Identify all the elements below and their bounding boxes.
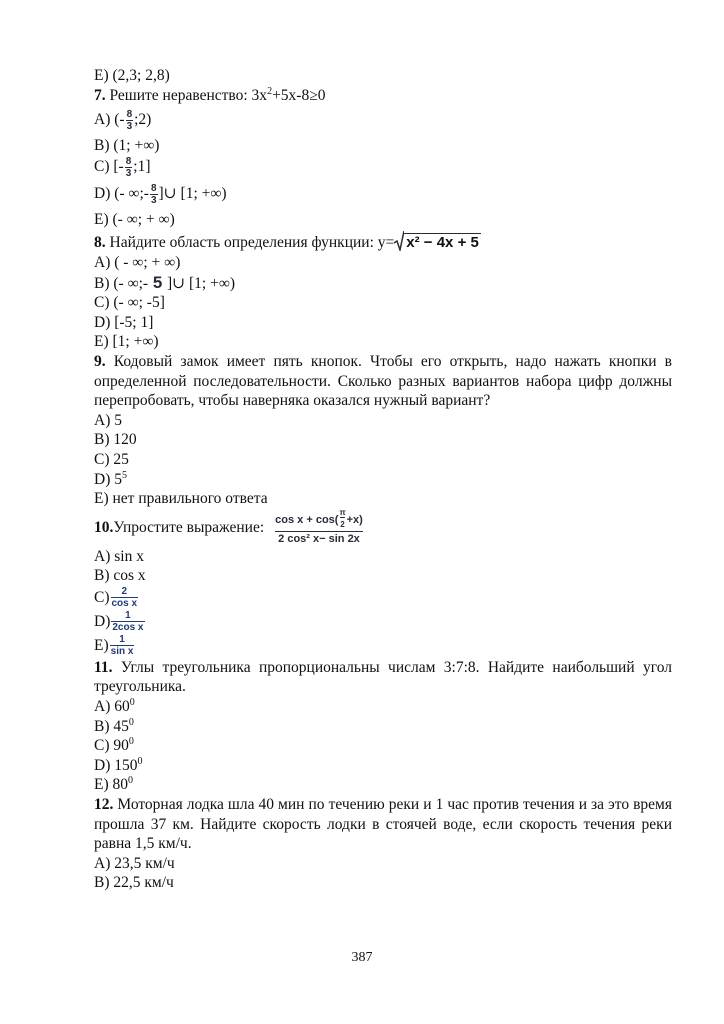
degree-mark: 0: [137, 755, 143, 767]
q10-text: [94, 508, 672, 546]
q8-option-c: C) (- ∞; -5]: [94, 294, 165, 312]
document-page: [94, 66, 672, 893]
q9-option-d-base: D) 5: [94, 470, 122, 488]
q11-text-body: Углы треугольника пропорциональны числам 3:7:8. Найдите наибольший угол треугольника.: [94, 658, 672, 696]
q7-option-a: [94, 109, 672, 132]
degree-mark: 0: [128, 736, 134, 748]
page-number: 387: [351, 950, 373, 965]
q12-number: 12.: [94, 796, 114, 814]
q8-option-b-value: 5: [148, 272, 167, 292]
fraction-denominator: 3: [125, 167, 132, 179]
q7-text-a: Решите неравенство: 3x: [105, 86, 268, 104]
q7-option-a-suffix: ;2): [134, 111, 152, 129]
q11-option-b-value: B) 45: [94, 717, 129, 735]
q10-option-b: B) cos x: [94, 567, 146, 585]
q7-number: 7.: [94, 86, 106, 104]
q7-option-c: [94, 156, 672, 179]
q10-expression-numerator: [272, 509, 366, 531]
radicand: x² − 4x + 5: [406, 234, 479, 252]
q11-option-b: [94, 717, 672, 737]
q9-option-d: [94, 470, 672, 490]
fraction-numerator: 8: [150, 182, 157, 194]
q12-option-b: B) 22,5 км/ч: [94, 874, 174, 892]
q9-option-b: B) 120: [94, 431, 137, 449]
degree-mark: 0: [129, 697, 135, 709]
q10-option-c-prefix: C): [94, 589, 110, 607]
q7-option-d-prefix: D) (- ∞;-: [94, 184, 149, 202]
q6-option-e: E) (2,3; 2,8): [94, 67, 170, 84]
q9-text-body: Кодовый замок имеет пять кнопок. Чтобы его открыть, надо нажать кнопки в определенной последовательности. Сколько разных вариантов набора цифр должны перепробовать, чтобы наверняка оказался нужный вариант?: [94, 352, 672, 410]
q7-option-a-prefix: A) (-: [94, 111, 125, 129]
q12-option-a: A) 23,5 км/ч: [94, 854, 175, 872]
q11-option-c-value: C) 90: [94, 737, 129, 755]
q9-option-e: E) нет правильного ответа: [94, 490, 268, 508]
q8-option-e: E) [1; +∞): [94, 333, 159, 351]
q7-text-b: +5x-8≥0: [272, 86, 326, 104]
q9-option-c: C) 25: [94, 450, 129, 468]
q7-option-e: E) (- ∞; + ∞): [94, 210, 175, 228]
q11-number: 11.: [94, 658, 113, 676]
fraction-denominator: sin x: [110, 646, 134, 658]
fraction-1-2cosx: [111, 610, 144, 633]
q8-option-d: D) [-5; 1]: [94, 313, 154, 331]
q12-text: [94, 795, 672, 854]
q10-option-d-prefix: D): [94, 613, 111, 631]
q9-text: [94, 352, 672, 411]
q10-option-e: [94, 634, 672, 658]
degree-mark: 0: [128, 716, 134, 728]
q7-exponent: 2: [267, 85, 273, 97]
q7-option-b: B) (1; +∞): [94, 137, 160, 155]
q10-option-d: [94, 610, 672, 634]
fraction-1-sinx: [110, 634, 135, 657]
q10-text-body: Упростите выражение:: [113, 518, 265, 536]
q7-option-c-prefix: C) [-: [94, 157, 124, 175]
fraction-numerator: 8: [125, 155, 132, 167]
pi-over-2: [339, 509, 345, 531]
q10-expression: [272, 509, 366, 546]
q11-option-a: [94, 697, 672, 717]
q8-text: [94, 231, 672, 253]
q11-option-d-value: D) 150: [94, 756, 138, 774]
q7-option-c-suffix: ;1]: [133, 157, 151, 175]
q7-option-d: [94, 183, 672, 206]
fraction-2-cosx: [111, 586, 139, 609]
q11-text: [94, 658, 672, 697]
fraction-8-3: [126, 109, 134, 132]
expr-part-a: cos x + cos(: [275, 514, 339, 527]
q11-option-e: [94, 775, 672, 795]
fraction-numerator: 1: [125, 610, 131, 622]
q8-text-body: Найдите область определения функции: y=: [105, 234, 395, 252]
fraction-denominator: 2cos x: [112, 622, 144, 634]
pi-denominator: 2: [340, 517, 344, 531]
q8-number: 8.: [94, 234, 106, 252]
q9-option-d-exponent: 5: [121, 469, 127, 481]
q11-option-d: [94, 756, 672, 776]
fraction-8-3: [125, 156, 133, 179]
q11-option-c: [94, 736, 672, 756]
q9-option-a: A) 5: [94, 411, 122, 429]
q11-option-a-value: A) 60: [94, 698, 130, 716]
q11-option-e-value: E) 80: [94, 776, 129, 794]
q8-option-b-prefix: B) (- ∞;-: [94, 274, 149, 292]
q8-option-b: [94, 273, 672, 294]
fraction-numerator: 1: [119, 634, 125, 646]
degree-mark: 0: [128, 775, 134, 787]
fraction-denominator: cos x: [111, 598, 138, 610]
q8-option-b-suffix: ]∪ [1; +∞): [167, 274, 236, 292]
q10-expression-denominator: 2 cos² x− sin 2x: [275, 531, 363, 546]
q7-option-d-suffix: ]∪ [1; +∞): [158, 184, 227, 202]
radical-sign-icon: [394, 231, 404, 251]
q12-text-body: Моторная лодка шла 40 мин по течению реки и 1 час против течения и за это время прошла 37 км. Найдите скорость лодки в стоячей воде, если скорость течения реки равна 1,5 км/ч.: [94, 796, 672, 853]
pi-symbol: π: [339, 508, 346, 518]
fraction-numerator: 2: [121, 586, 128, 598]
fraction-numerator: 8: [126, 109, 133, 121]
expr-part-b: +x): [346, 514, 363, 527]
fraction-denominator: 3: [126, 121, 133, 133]
fraction-denominator: 3: [150, 194, 157, 206]
q9-number: 9.: [94, 352, 106, 370]
q10-option-a: A) sin x: [94, 547, 144, 565]
q10-number: 10.: [94, 518, 114, 536]
q10-option-c: [94, 586, 672, 610]
square-root: [394, 231, 481, 253]
q7-text: [94, 86, 672, 106]
q10-option-e-prefix: E): [94, 637, 109, 655]
q8-option-a: A) ( - ∞; + ∞): [94, 253, 181, 271]
fraction-8-3: [150, 183, 158, 206]
